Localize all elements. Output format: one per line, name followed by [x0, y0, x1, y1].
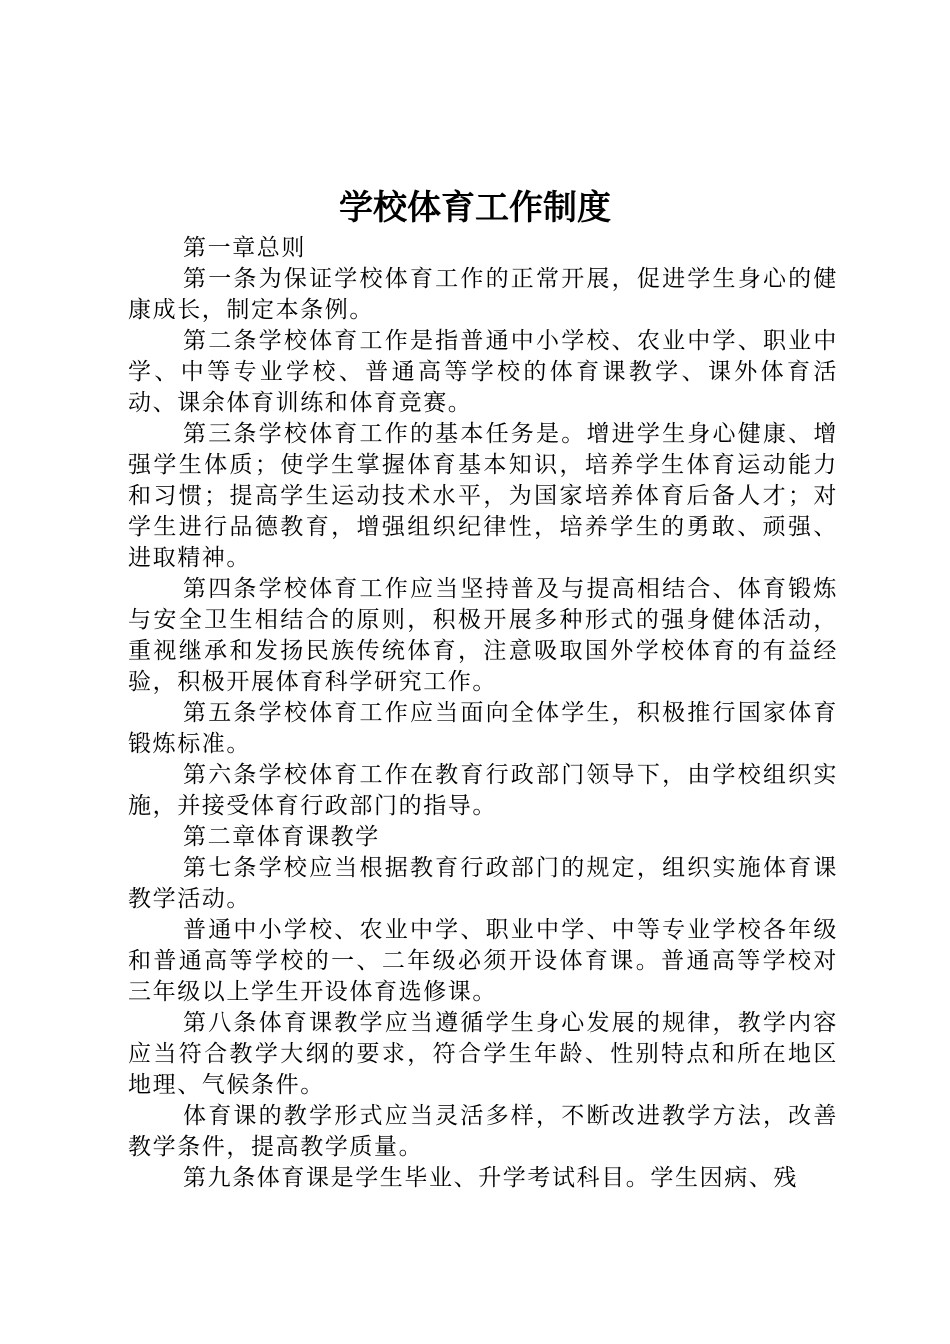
chapter-heading: 第二章体育课教学 — [183, 824, 380, 850]
article-paragraph: 第六条学校体育工作在教育行政部门领导下，由学校组织实施，并接受体育行政部门的指导。 — [128, 762, 838, 819]
document-body — [128, 233, 838, 1194]
article-paragraph: 第一条为保证学校体育工作的正常开展，促进学生身心的健康成长，制定本条例。 — [128, 266, 838, 323]
article-paragraph: 体育课的教学形式应当灵活多样，不断改进教学方法，改善教学条件，提高教学质量。 — [128, 1103, 838, 1160]
article-paragraph: 第九条体育课是学生毕业、升学考试科目。学生因病、残 — [183, 1165, 798, 1191]
article-paragraph: 普通中小学校、农业中学、职业中学、中等专业学校各年级和普通高等学校的一、二年级必须开设体育课。普通高等学校对三年级以上学生开设体育选修课。 — [128, 917, 838, 1005]
article-paragraph: 第四条学校体育工作应当坚持普及与提高相结合、体育锻炼与安全卫生相结合的原则，积极开展多种形式的强身健体活动，重视继承和发扬民族传统体育，注意吸取国外学校体育的有益经验，积极开展体育科学研究工作。 — [128, 576, 838, 695]
article-paragraph: 第五条学校体育工作应当面向全体学生，积极推行国家体育锻炼标准。 — [128, 700, 838, 757]
article-paragraph: 第八条体育课教学应当遵循学生身心发展的规律，教学内容应当符合教学大纲的要求，符合学生年龄、性别特点和所在地区地理、气候条件。 — [128, 1010, 838, 1098]
article-paragraph: 第二条学校体育工作是指普通中小学校、农业中学、职业中学、中等专业学校、普通高等学校的体育课教学、课外体育活动、课余体育训练和体育竞赛。 — [128, 328, 838, 416]
article-paragraph: 第七条学校应当根据教育行政部门的规定，组织实施体育课教学活动。 — [128, 855, 838, 912]
chapter-heading: 第一章总则 — [183, 235, 306, 261]
article-paragraph: 第三条学校体育工作的基本任务是。增进学生身心健康、增强学生体质；使学生掌握体育基本知识，培养学生体育运动能力和习惯；提高学生运动技术水平，为国家培养体育后备人才；对学生进行品德教育，增强组织纪律性，培养学生的勇敢、顽强、进取精神。 — [128, 421, 838, 571]
document-title: 学校体育工作制度 — [339, 188, 611, 228]
